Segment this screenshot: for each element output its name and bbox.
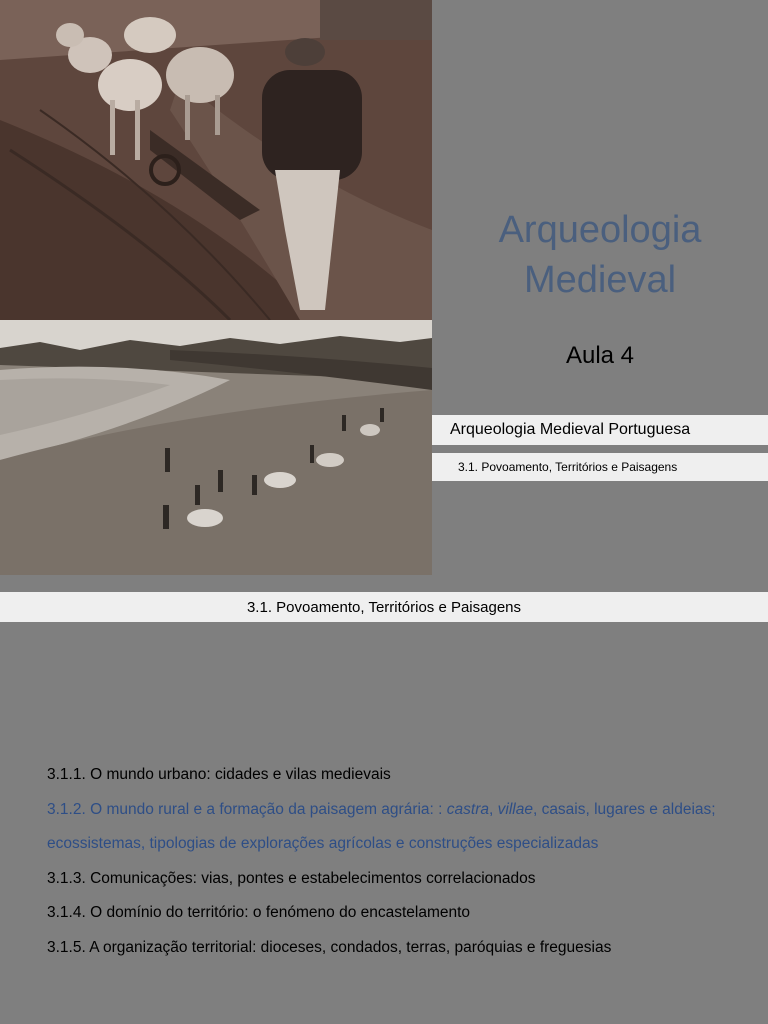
contents-item-3: 3.1.3. Comunicações: vias, pontes e estabelecimentos correlacionados — [47, 869, 536, 887]
contents-item-2-text-a: 3.1.2. O mundo rural e a formação da paisagem agrária: : — [47, 800, 447, 818]
contents-list — [47, 758, 747, 965]
contents-item-2-text-b: , casais, lugares e aldeias; ecossistemas, tipologias de explorações agrícolas e construções especializadas — [47, 800, 716, 852]
lesson-label: Aula 4 — [565, 342, 635, 369]
contents-item-2-villae: villae — [497, 800, 533, 818]
slide-title-line2: Medieval — [523, 259, 677, 301]
topic-band — [0, 592, 768, 622]
field-photo — [0, 320, 432, 575]
contents-item-2-sep: , — [489, 800, 498, 818]
contents-item-2 — [47, 793, 747, 862]
contents-item-5: 3.1.5. A organização territorial: dioceses, condados, terras, paróquias e freguesias — [47, 938, 612, 956]
course-title: Arqueologia Medieval Portuguesa — [450, 421, 691, 438]
course-band — [432, 415, 768, 445]
topic-small-band — [432, 453, 768, 481]
contents-item-2-castra: castra — [446, 800, 489, 818]
slide-title-line1: Arqueologia — [498, 209, 702, 251]
contents-item-1: 3.1.1. O mundo urbano: cidades e vilas medievais — [47, 766, 391, 783]
contents-item-4: 3.1.4. O domínio do território: o fenómeno do encastelamento — [47, 904, 471, 921]
topic-small-title: 3.1. Povoamento, Territórios e Paisagens — [458, 460, 678, 474]
topic-title: 3.1. Povoamento, Territórios e Paisagens — [246, 598, 522, 616]
ploughing-photo — [0, 0, 432, 320]
slide-title — [432, 205, 768, 305]
